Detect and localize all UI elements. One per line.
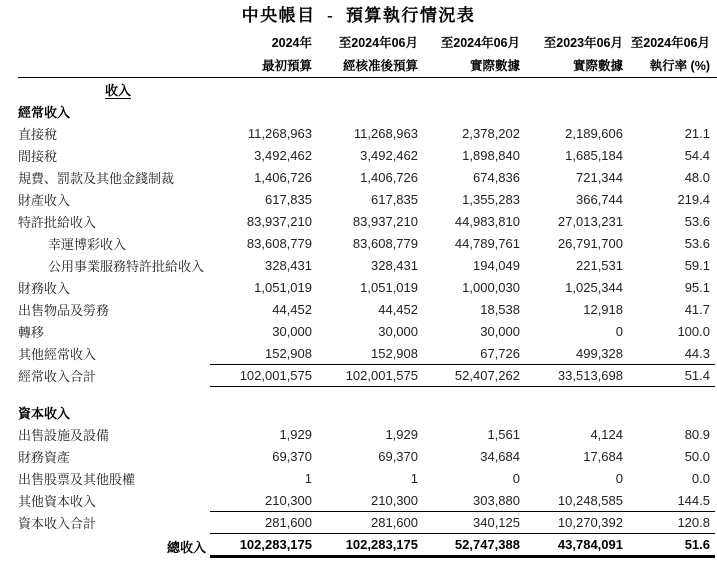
table-row — [18, 298, 717, 320]
cell-value: 1,051,019 — [254, 279, 312, 295]
cell-value: 69,370 — [272, 448, 312, 464]
column-header — [210, 35, 312, 77]
row-values — [210, 511, 715, 534]
cell-value: 54.4 — [684, 147, 710, 163]
row-label: 出售設施及設備 — [18, 427, 110, 443]
cell-value: 152,908 — [265, 345, 312, 361]
cell-value: 340,125 — [473, 515, 520, 530]
table-row — [18, 467, 717, 489]
table-row — [18, 364, 717, 387]
column-type-label: 執行率 (%) — [649, 59, 710, 73]
cell-value: 1,000,030 — [462, 279, 520, 295]
table-row — [18, 445, 717, 467]
row-label: 直接稅 — [18, 126, 58, 142]
cell-value: 52,747,388 — [454, 537, 520, 552]
cell-value: 221,531 — [576, 257, 623, 273]
cell-value: 11,268,963 — [247, 125, 312, 141]
row-values — [210, 489, 715, 511]
column-type-label: 實際數據 — [572, 59, 623, 73]
row-values — [210, 298, 715, 320]
cell-value: 120.8 — [677, 515, 710, 530]
row-values — [210, 188, 715, 210]
row-values — [210, 342, 715, 364]
column-type-label: 實際數據 — [469, 59, 520, 73]
column-period-label: 至2024年06月 — [338, 36, 418, 50]
row-label: 經常收入 — [18, 104, 71, 120]
cell-value: 219.4 — [677, 191, 710, 207]
table-row — [18, 122, 717, 144]
table-row — [18, 254, 717, 276]
row-label: 經常收入合計 — [18, 369, 97, 384]
cell-value: 1,898,840 — [462, 147, 520, 163]
row-label: 其他經常收入 — [18, 346, 97, 362]
row-values — [210, 276, 715, 298]
row-values — [210, 144, 715, 166]
row-label: 出售股票及其他股權 — [18, 471, 136, 487]
table-header-columns — [210, 35, 715, 77]
table-row — [18, 401, 717, 423]
column-period-label: 至2024年06月 — [440, 36, 520, 50]
cell-value: 366,744 — [576, 191, 623, 207]
cell-value: 281,600 — [371, 515, 418, 530]
cell-value: 51.4 — [684, 368, 710, 383]
cell-value: 30,000 — [378, 323, 418, 339]
row-label: 資本收入合計 — [18, 516, 97, 531]
column-period-label: 2024年 — [271, 36, 312, 50]
cell-value: 21.1 — [684, 125, 710, 141]
page-title: 中央帳目 - 預算執行情況表 — [241, 6, 476, 25]
row-label: 特許批給收入 — [18, 214, 97, 230]
cell-value: 44,452 — [272, 301, 312, 317]
table-row — [18, 144, 717, 166]
row-label: 出售物品及勞務 — [18, 302, 110, 318]
cell-value: 12,918 — [583, 301, 623, 317]
cell-value: 18,538 — [480, 301, 520, 317]
cell-value: 3,492,462 — [254, 147, 312, 163]
row-label: 公用事業服務特許批給收入 — [48, 258, 205, 274]
cell-value: 95.1 — [684, 279, 710, 295]
cell-value: 1,406,726 — [360, 169, 418, 185]
cell-value: 17,684 — [583, 448, 623, 464]
table-row — [18, 210, 717, 232]
cell-value: 33,513,698 — [557, 368, 623, 383]
table-row — [18, 423, 717, 445]
cell-value: 152,908 — [371, 345, 418, 361]
header-label-spacer — [18, 35, 210, 77]
cell-value: 41.7 — [684, 301, 710, 317]
cell-value: 617,835 — [371, 191, 418, 207]
row-label: 規費、罰款及其他金錢制裁 — [18, 170, 175, 186]
cell-value: 281,600 — [265, 515, 312, 530]
row-label: 幸運博彩收入 — [48, 236, 127, 252]
cell-value: 83,937,210 — [352, 213, 418, 229]
cell-value: 48.0 — [684, 169, 710, 185]
row-values — [210, 166, 715, 188]
cell-value: 0 — [512, 470, 520, 486]
cell-value: 59.1 — [684, 257, 710, 273]
row-label: 其他資本收入 — [18, 493, 97, 509]
cell-value: 0 — [615, 470, 623, 486]
cell-value: 1 — [410, 470, 418, 486]
cell-value: 499,328 — [576, 345, 623, 361]
cell-value: 102,001,575 — [345, 368, 418, 383]
cell-value: 1,355,283 — [462, 191, 520, 207]
cell-value: 30,000 — [272, 323, 312, 339]
row-label: 財產收入 — [18, 192, 71, 208]
cell-value: 43,784,091 — [557, 537, 623, 552]
cell-value: 102,283,175 — [345, 537, 418, 552]
table-row — [18, 511, 717, 534]
cell-value: 80.9 — [684, 426, 710, 442]
cell-value: 210,300 — [265, 492, 312, 508]
table-row — [18, 232, 717, 254]
cell-value: 10,270,392 — [557, 515, 623, 530]
cell-value: 50.0 — [684, 448, 710, 464]
row-label: 轉移 — [18, 324, 45, 340]
cell-value: 67,726 — [480, 345, 520, 361]
cell-value: 102,283,175 — [239, 537, 312, 552]
cell-value: 100.0 — [677, 323, 710, 339]
row-values — [210, 467, 715, 489]
row-label: 資本收入 — [18, 405, 71, 421]
column-period-label: 至2024年06月 — [630, 36, 710, 50]
cell-value: 30,000 — [480, 323, 520, 339]
column-type-label: 經核准後預算 — [342, 59, 418, 73]
row-values — [210, 445, 715, 467]
row-values — [210, 210, 715, 232]
cell-value: 52,407,262 — [454, 368, 520, 383]
row-values — [210, 423, 715, 445]
cell-value: 1,561 — [487, 426, 520, 442]
cell-value: 2,378,202 — [462, 125, 520, 141]
cell-value: 102,001,575 — [239, 368, 312, 383]
cell-value: 328,431 — [371, 257, 418, 273]
cell-value: 1,685,184 — [565, 147, 623, 163]
cell-value: 44,983,810 — [454, 213, 520, 229]
cell-value: 303,880 — [473, 492, 520, 508]
cell-value: 4,124 — [590, 426, 623, 442]
table-row — [18, 342, 717, 364]
cell-value: 34,684 — [480, 448, 520, 464]
column-header — [520, 35, 623, 77]
cell-value: 1,929 — [385, 426, 418, 442]
row-values — [210, 232, 715, 254]
row-label: 財務收入 — [18, 280, 71, 296]
cell-value: 1,051,019 — [360, 279, 418, 295]
cell-value: 1 — [304, 470, 312, 486]
row-values — [210, 364, 715, 387]
cell-value: 53.6 — [684, 235, 710, 251]
column-header — [418, 35, 520, 77]
cell-value: 44.3 — [684, 345, 710, 361]
table-row — [18, 489, 717, 511]
column-period-label: 至2023年06月 — [543, 36, 623, 50]
cell-value: 83,937,210 — [246, 213, 312, 229]
cell-value: 210,300 — [371, 492, 418, 508]
column-header — [312, 35, 418, 77]
row-label: 收入 — [105, 82, 132, 98]
table-row — [18, 387, 717, 401]
cell-value: 617,835 — [265, 191, 312, 207]
cell-value: 144.5 — [677, 492, 710, 508]
cell-value: 51.6 — [684, 537, 710, 552]
column-header — [623, 35, 715, 77]
table-row — [18, 188, 717, 210]
table-row — [18, 78, 717, 100]
cell-value: 674,836 — [473, 169, 520, 185]
table-row — [18, 534, 717, 558]
column-type-label: 最初預算 — [261, 59, 312, 73]
row-values — [210, 320, 715, 342]
cell-value: 2,189,606 — [565, 125, 623, 141]
cell-value: 0 — [615, 323, 623, 339]
row-values — [210, 254, 715, 276]
cell-value: 44,452 — [378, 301, 418, 317]
cell-value: 328,431 — [265, 257, 312, 273]
row-label: 財務資產 — [18, 449, 71, 465]
cell-value: 27,013,231 — [557, 213, 623, 229]
cell-value: 1,406,726 — [254, 169, 312, 185]
table-row — [18, 320, 717, 342]
cell-value: 83,608,779 — [246, 235, 312, 251]
row-values — [210, 534, 715, 558]
table-row — [18, 100, 717, 122]
table-row — [18, 276, 717, 298]
row-label: 間接稅 — [18, 148, 58, 164]
cell-value: 83,608,779 — [352, 235, 418, 251]
cell-value: 11,268,963 — [353, 125, 418, 141]
table-body — [18, 78, 717, 558]
cell-value: 1,025,344 — [565, 279, 623, 295]
cell-value: 26,791,700 — [557, 235, 623, 251]
cell-value: 3,492,462 — [360, 147, 418, 163]
cell-value: 53.6 — [684, 213, 710, 229]
cell-value: 1,929 — [279, 426, 312, 442]
row-values — [210, 122, 715, 144]
table-row — [18, 166, 717, 188]
row-label: 總收入 — [166, 539, 206, 555]
cell-value: 194,049 — [473, 257, 520, 273]
cell-value: 10,248,585 — [557, 492, 623, 508]
cell-value: 69,370 — [378, 448, 418, 464]
cell-value: 44,789,761 — [454, 235, 520, 251]
table-header — [18, 35, 717, 78]
cell-value: 0.0 — [691, 470, 710, 486]
cell-value: 721,344 — [576, 169, 623, 185]
